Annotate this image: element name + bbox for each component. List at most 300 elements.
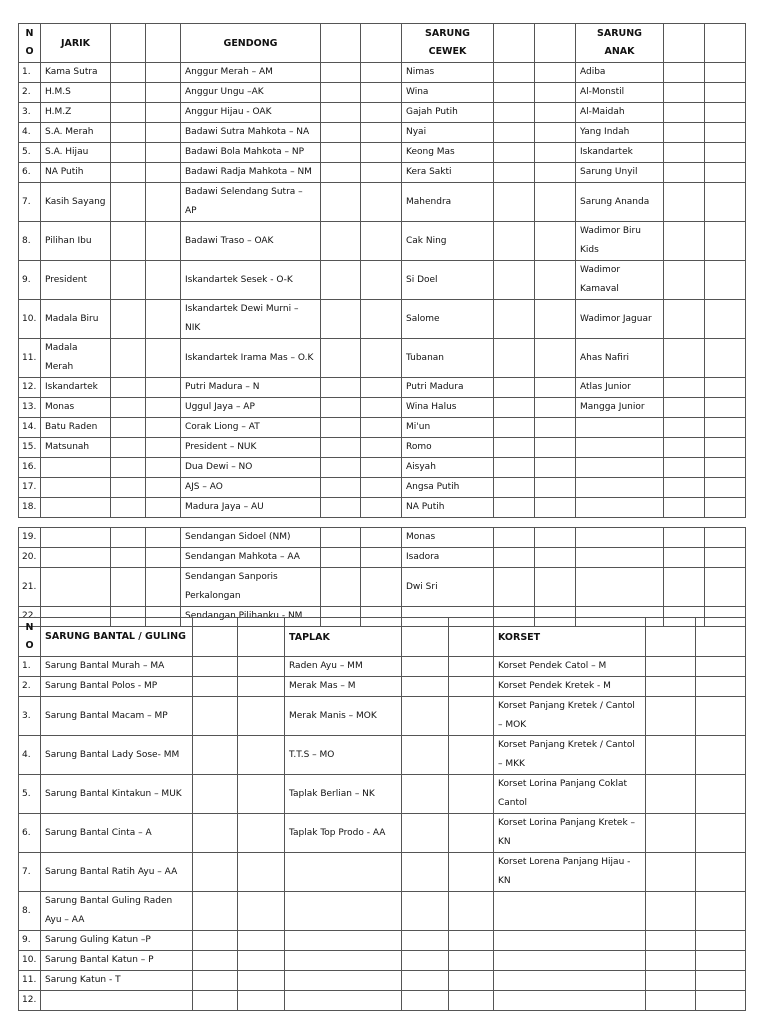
table-row xyxy=(19,814,746,853)
taplak-cell xyxy=(285,892,402,931)
empty-cell xyxy=(705,183,746,222)
empty-cell xyxy=(705,568,746,607)
table-row xyxy=(19,951,746,971)
empty-cell xyxy=(361,83,402,103)
empty-cell xyxy=(111,378,146,398)
empty-cell xyxy=(146,548,181,568)
table-row xyxy=(19,478,746,498)
empty-cell xyxy=(238,657,285,677)
empty-cell xyxy=(535,339,576,378)
empty-cell xyxy=(646,736,696,775)
taplak-cell: Raden Ayu – MM xyxy=(285,657,402,677)
empty-cell xyxy=(664,222,705,261)
table-row xyxy=(19,991,746,1011)
sarung-bantal-cell xyxy=(41,991,193,1011)
empty-cell xyxy=(494,339,535,378)
row-number: 12. xyxy=(19,991,41,1011)
sarung-cewek-cell: Putri Madura xyxy=(402,378,494,398)
empty-cell xyxy=(535,183,576,222)
empty-cell xyxy=(535,438,576,458)
empty-cell xyxy=(111,418,146,438)
jarik-cell: Kama Sutra xyxy=(41,63,111,83)
empty-cell xyxy=(146,24,181,63)
empty-cell xyxy=(111,548,146,568)
taplak-cell: Taplak Top Prodo - AA xyxy=(285,814,402,853)
korset-cell: Korset Lorina Panjang Coklat Cantol xyxy=(494,775,646,814)
empty-cell xyxy=(646,991,696,1011)
empty-cell xyxy=(494,143,535,163)
table-row xyxy=(19,736,746,775)
empty-cell xyxy=(664,183,705,222)
jarik-cell: S.A. Hijau xyxy=(41,143,111,163)
jarik-cell: Iskandartek xyxy=(41,378,111,398)
table-row xyxy=(19,222,746,261)
row-number: 17. xyxy=(19,478,41,498)
empty-cell xyxy=(321,163,361,183)
row-number: 4. xyxy=(19,123,41,143)
empty-cell xyxy=(361,103,402,123)
empty-cell xyxy=(449,853,494,892)
empty-cell xyxy=(535,123,576,143)
row-number: 22. xyxy=(19,607,41,627)
empty-cell xyxy=(238,853,285,892)
empty-cell xyxy=(146,528,181,548)
row-number: 4. xyxy=(19,736,41,775)
row-number: 12. xyxy=(19,378,41,398)
empty-cell xyxy=(402,618,449,657)
korset-cell xyxy=(494,951,646,971)
row-number: 3. xyxy=(19,697,41,736)
empty-cell xyxy=(664,163,705,183)
row-number: 2. xyxy=(19,677,41,697)
gendong-cell: Sendangan Pilihanku - NM xyxy=(181,607,321,627)
empty-cell xyxy=(361,339,402,378)
sarung-anak-cell xyxy=(576,438,664,458)
empty-cell xyxy=(146,568,181,607)
row-number: 8. xyxy=(19,892,41,931)
table-row xyxy=(19,261,746,300)
empty-cell xyxy=(321,183,361,222)
gendong-cell: Iskandartek Irama Mas – O.K xyxy=(181,339,321,378)
header-gendong: GENDONG xyxy=(181,24,321,63)
row-number: 2. xyxy=(19,83,41,103)
sarung-cewek-cell: Mahendra xyxy=(402,183,494,222)
table-row xyxy=(19,103,746,123)
empty-cell xyxy=(402,892,449,931)
empty-cell xyxy=(361,478,402,498)
empty-cell xyxy=(321,498,361,518)
empty-cell xyxy=(41,568,111,607)
jarik-cell: Batu Raden xyxy=(41,418,111,438)
korset-cell: Korset Pendek Catol – M xyxy=(494,657,646,677)
empty-cell xyxy=(321,478,361,498)
taplak-cell xyxy=(285,971,402,991)
empty-cell xyxy=(238,618,285,657)
sarung-cewek-cell: Angsa Putih xyxy=(402,478,494,498)
row-number: 8. xyxy=(19,222,41,261)
empty-cell xyxy=(696,971,746,991)
empty-cell xyxy=(494,261,535,300)
sarung-anak-cell xyxy=(576,458,664,478)
empty-cell xyxy=(705,528,746,548)
sarung-bantal-cell: Sarung Bantal Ratih Ayu – AA xyxy=(41,853,193,892)
empty-cell xyxy=(449,775,494,814)
empty-cell xyxy=(449,814,494,853)
row-number: 6. xyxy=(19,163,41,183)
empty-cell xyxy=(402,853,449,892)
taplak-cell: Taplak Berlian – NK xyxy=(285,775,402,814)
gendong-cell: Iskandartek Dewi Murni – NIK xyxy=(181,300,321,339)
gendong-cell: Anggur Hijau - OAK xyxy=(181,103,321,123)
empty-cell xyxy=(494,222,535,261)
jarik-cell: H.M.Z xyxy=(41,103,111,123)
empty-cell xyxy=(696,892,746,931)
empty-cell xyxy=(494,24,535,63)
empty-cell xyxy=(696,853,746,892)
gendong-cell: Sendangan Sanporis Perkalongan xyxy=(181,568,321,607)
table-row xyxy=(19,498,746,518)
table-row xyxy=(19,971,746,991)
row-number: 14. xyxy=(19,418,41,438)
empty-cell xyxy=(696,814,746,853)
empty-cell xyxy=(146,183,181,222)
jarik-cell: Pilihan Ibu xyxy=(41,222,111,261)
empty-cell xyxy=(238,814,285,853)
table-row xyxy=(19,677,746,697)
empty-cell xyxy=(111,438,146,458)
empty-cell xyxy=(696,931,746,951)
empty-cell xyxy=(193,736,238,775)
empty-cell xyxy=(646,892,696,931)
sarung-bantal-cell: Sarung Bantal Cinta – A xyxy=(41,814,193,853)
empty-cell xyxy=(494,398,535,418)
empty-cell xyxy=(535,222,576,261)
empty-cell xyxy=(664,63,705,83)
sarung-bantal-cell: Sarung Katun - T xyxy=(41,971,193,991)
row-number: 3. xyxy=(19,103,41,123)
empty-cell xyxy=(449,971,494,991)
empty-cell xyxy=(664,548,705,568)
korset-cell: Korset Panjang Kretek / Cantol – MOK xyxy=(494,697,646,736)
row-number: 10. xyxy=(19,951,41,971)
empty-cell xyxy=(402,951,449,971)
taplak-cell: T.T.S – MO xyxy=(285,736,402,775)
empty-cell xyxy=(494,378,535,398)
sarung-anak-cell: Ahas Nafiri xyxy=(576,339,664,378)
table-row xyxy=(19,398,746,418)
gendong-cell: Sendangan Sidoel (NM) xyxy=(181,528,321,548)
gendong-cell: Uggul Jaya – AP xyxy=(181,398,321,418)
table-row xyxy=(19,458,746,478)
empty-cell xyxy=(494,163,535,183)
empty-cell xyxy=(111,123,146,143)
empty-cell xyxy=(664,378,705,398)
empty-cell xyxy=(361,63,402,83)
row-number: 20. xyxy=(19,548,41,568)
empty-cell xyxy=(193,971,238,991)
table-row xyxy=(19,339,746,378)
jarik-cell xyxy=(41,498,111,518)
sarung-anak-cell: Mangga Junior xyxy=(576,398,664,418)
sarung-anak-cell: Al-Monstil xyxy=(576,83,664,103)
korset-cell xyxy=(494,971,646,991)
empty-cell xyxy=(111,261,146,300)
empty-cell xyxy=(449,677,494,697)
korset-cell: Korset Pendek Kretek - M xyxy=(494,677,646,697)
empty-cell xyxy=(321,24,361,63)
table-row xyxy=(19,163,746,183)
sarung-cewek-cell: Cak Ning xyxy=(402,222,494,261)
empty-cell xyxy=(535,83,576,103)
empty-cell xyxy=(449,618,494,657)
empty-cell xyxy=(111,339,146,378)
sarung-anak-cell xyxy=(576,498,664,518)
empty-cell xyxy=(361,143,402,163)
gendong-cell: President – NUK xyxy=(181,438,321,458)
header-sarung-bantal-guling: SARUNG BANTAL / GULING xyxy=(41,618,193,657)
empty-cell xyxy=(193,677,238,697)
gendong-cell: Badawi Traso – OAK xyxy=(181,222,321,261)
empty-cell xyxy=(321,143,361,163)
empty-cell xyxy=(664,478,705,498)
header-sarung-cewek: SARUNG CEWEK xyxy=(402,24,494,63)
gendong-cell: Badawi Radja Mahkota – NM xyxy=(181,163,321,183)
empty-cell xyxy=(664,24,705,63)
gendong-cell: Corak Liong – AT xyxy=(181,418,321,438)
empty-cell xyxy=(111,83,146,103)
jarik-cell: President xyxy=(41,261,111,300)
empty-cell xyxy=(705,339,746,378)
table-row xyxy=(19,418,746,438)
empty-cell xyxy=(146,418,181,438)
table-row xyxy=(19,438,746,458)
row-number: 13. xyxy=(19,398,41,418)
sarung-bantal-cell: Sarung Bantal Lady Sose- MM xyxy=(41,736,193,775)
jarik-cell: NA Putih xyxy=(41,163,111,183)
empty-cell xyxy=(664,418,705,438)
empty-cell xyxy=(646,657,696,677)
row-number: 21. xyxy=(19,568,41,607)
empty-cell xyxy=(664,261,705,300)
empty-cell xyxy=(664,528,705,548)
empty-cell xyxy=(402,677,449,697)
empty-cell xyxy=(449,736,494,775)
jarik-cell: H.M.S xyxy=(41,83,111,103)
empty-cell xyxy=(361,123,402,143)
table-header-row xyxy=(19,618,746,657)
empty-cell xyxy=(494,83,535,103)
empty-cell xyxy=(146,63,181,83)
empty-cell xyxy=(111,300,146,339)
empty-cell xyxy=(361,300,402,339)
empty-cell xyxy=(146,398,181,418)
empty-cell xyxy=(146,438,181,458)
sarung-cewek-cell: NA Putih xyxy=(402,498,494,518)
sarung-cewek-cell: Isadora xyxy=(402,548,494,568)
header-no: N O xyxy=(19,618,41,657)
empty-cell xyxy=(449,991,494,1011)
empty-cell xyxy=(111,143,146,163)
jarik-cell: S.A. Merah xyxy=(41,123,111,143)
empty-cell xyxy=(238,677,285,697)
empty-cell xyxy=(41,548,111,568)
table-row xyxy=(19,528,746,548)
empty-cell xyxy=(111,222,146,261)
empty-cell xyxy=(705,103,746,123)
table-row xyxy=(19,931,746,951)
gendong-cell: Badawi Sutra Mahkota – NA xyxy=(181,123,321,143)
gendong-cell: AJS – AO xyxy=(181,478,321,498)
empty-cell xyxy=(238,697,285,736)
sarung-cewek-cell: Si Doel xyxy=(402,261,494,300)
taplak-cell xyxy=(285,853,402,892)
sarung-anak-cell: Adiba xyxy=(576,63,664,83)
empty-cell xyxy=(146,478,181,498)
taplak-cell: Merak Mas – M xyxy=(285,677,402,697)
empty-cell xyxy=(146,261,181,300)
sarung-anak-cell xyxy=(576,418,664,438)
empty-cell xyxy=(402,931,449,951)
sarung-anak-cell: Atlas Junior xyxy=(576,378,664,398)
empty-cell xyxy=(535,261,576,300)
empty-cell xyxy=(321,339,361,378)
product-table-continuation xyxy=(18,527,746,627)
empty-cell xyxy=(321,418,361,438)
empty-cell xyxy=(494,568,535,607)
empty-cell xyxy=(361,568,402,607)
empty-cell xyxy=(361,222,402,261)
empty-cell xyxy=(321,123,361,143)
empty-cell xyxy=(402,971,449,991)
gendong-cell: Anggur Ungu –AK xyxy=(181,83,321,103)
empty-cell xyxy=(535,143,576,163)
row-number: 7. xyxy=(19,183,41,222)
jarik-cell: Kasih Sayang xyxy=(41,183,111,222)
empty-cell xyxy=(238,736,285,775)
row-number: 6. xyxy=(19,814,41,853)
jarik-cell: Madala Biru xyxy=(41,300,111,339)
empty-cell xyxy=(705,300,746,339)
empty-cell xyxy=(193,618,238,657)
sarung-anak-cell: Yang Indah xyxy=(576,123,664,143)
row-number: 1. xyxy=(19,657,41,677)
table-row xyxy=(19,568,746,607)
empty-cell xyxy=(361,458,402,478)
row-number: 16. xyxy=(19,458,41,478)
table-row xyxy=(19,300,746,339)
empty-cell xyxy=(238,931,285,951)
empty-cell xyxy=(321,568,361,607)
empty-cell xyxy=(494,103,535,123)
row-number: 11. xyxy=(19,971,41,991)
table-row xyxy=(19,143,746,163)
jarik-cell xyxy=(41,458,111,478)
empty-cell xyxy=(449,931,494,951)
row-number: 11. xyxy=(19,339,41,378)
empty-cell xyxy=(535,378,576,398)
empty-cell xyxy=(449,657,494,677)
empty-cell xyxy=(494,438,535,458)
empty-cell xyxy=(535,24,576,63)
empty-cell xyxy=(361,528,402,548)
empty-cell xyxy=(193,931,238,951)
empty-cell xyxy=(111,398,146,418)
empty-cell xyxy=(494,548,535,568)
empty-cell xyxy=(321,83,361,103)
empty-cell xyxy=(535,498,576,518)
sarung-cewek-cell: Mi'un xyxy=(402,418,494,438)
row-number: 9. xyxy=(19,931,41,951)
empty-cell xyxy=(696,697,746,736)
jarik-cell: Monas xyxy=(41,398,111,418)
empty-cell xyxy=(111,163,146,183)
jarik-cell: Matsunah xyxy=(41,438,111,458)
sarung-anak-cell: Wadimor Jaguar xyxy=(576,300,664,339)
taplak-cell xyxy=(285,931,402,951)
sarung-bantal-cell: Sarung Guling Katun –P xyxy=(41,931,193,951)
empty-cell xyxy=(402,697,449,736)
empty-cell xyxy=(146,103,181,123)
empty-cell xyxy=(146,300,181,339)
empty-cell xyxy=(705,418,746,438)
empty-cell xyxy=(321,261,361,300)
empty-cell xyxy=(646,697,696,736)
header-taplak: TAPLAK xyxy=(285,618,402,657)
empty-cell xyxy=(705,123,746,143)
empty-cell xyxy=(646,618,696,657)
row-number: 5. xyxy=(19,775,41,814)
gendong-cell: Dua Dewi – NO xyxy=(181,458,321,478)
empty-cell xyxy=(664,339,705,378)
empty-cell xyxy=(494,498,535,518)
empty-cell xyxy=(576,548,664,568)
row-number: 19. xyxy=(19,528,41,548)
empty-cell xyxy=(146,458,181,478)
header-sarung-anak: SARUNG ANAK xyxy=(576,24,664,63)
sarung-cewek-cell: Kera Sakti xyxy=(402,163,494,183)
empty-cell xyxy=(361,548,402,568)
empty-cell xyxy=(449,951,494,971)
empty-cell xyxy=(696,991,746,1011)
empty-cell xyxy=(321,222,361,261)
table-row xyxy=(19,548,746,568)
row-number: 10. xyxy=(19,300,41,339)
empty-cell xyxy=(535,528,576,548)
empty-cell xyxy=(193,657,238,677)
empty-cell xyxy=(576,528,664,548)
header-jarik: JARIK xyxy=(41,24,111,63)
gendong-cell: Putri Madura – N xyxy=(181,378,321,398)
gendong-cell: Badawi Selendang Sutra – AP xyxy=(181,183,321,222)
gendong-cell: Iskandartek Sesek - O-K xyxy=(181,261,321,300)
empty-cell xyxy=(705,222,746,261)
empty-cell xyxy=(321,103,361,123)
empty-cell xyxy=(664,438,705,458)
empty-cell xyxy=(146,498,181,518)
header-no: N O xyxy=(19,24,41,63)
korset-cell xyxy=(494,931,646,951)
product-table-bantal-taplak-korset xyxy=(18,617,746,1011)
empty-cell xyxy=(664,83,705,103)
table-row xyxy=(19,63,746,83)
empty-cell xyxy=(402,775,449,814)
table-row xyxy=(19,657,746,677)
korset-cell: Korset Lorena Panjang Hijau - KN xyxy=(494,853,646,892)
empty-cell xyxy=(705,143,746,163)
sarung-cewek-cell: Nimas xyxy=(402,63,494,83)
empty-cell xyxy=(193,951,238,971)
empty-cell xyxy=(361,261,402,300)
